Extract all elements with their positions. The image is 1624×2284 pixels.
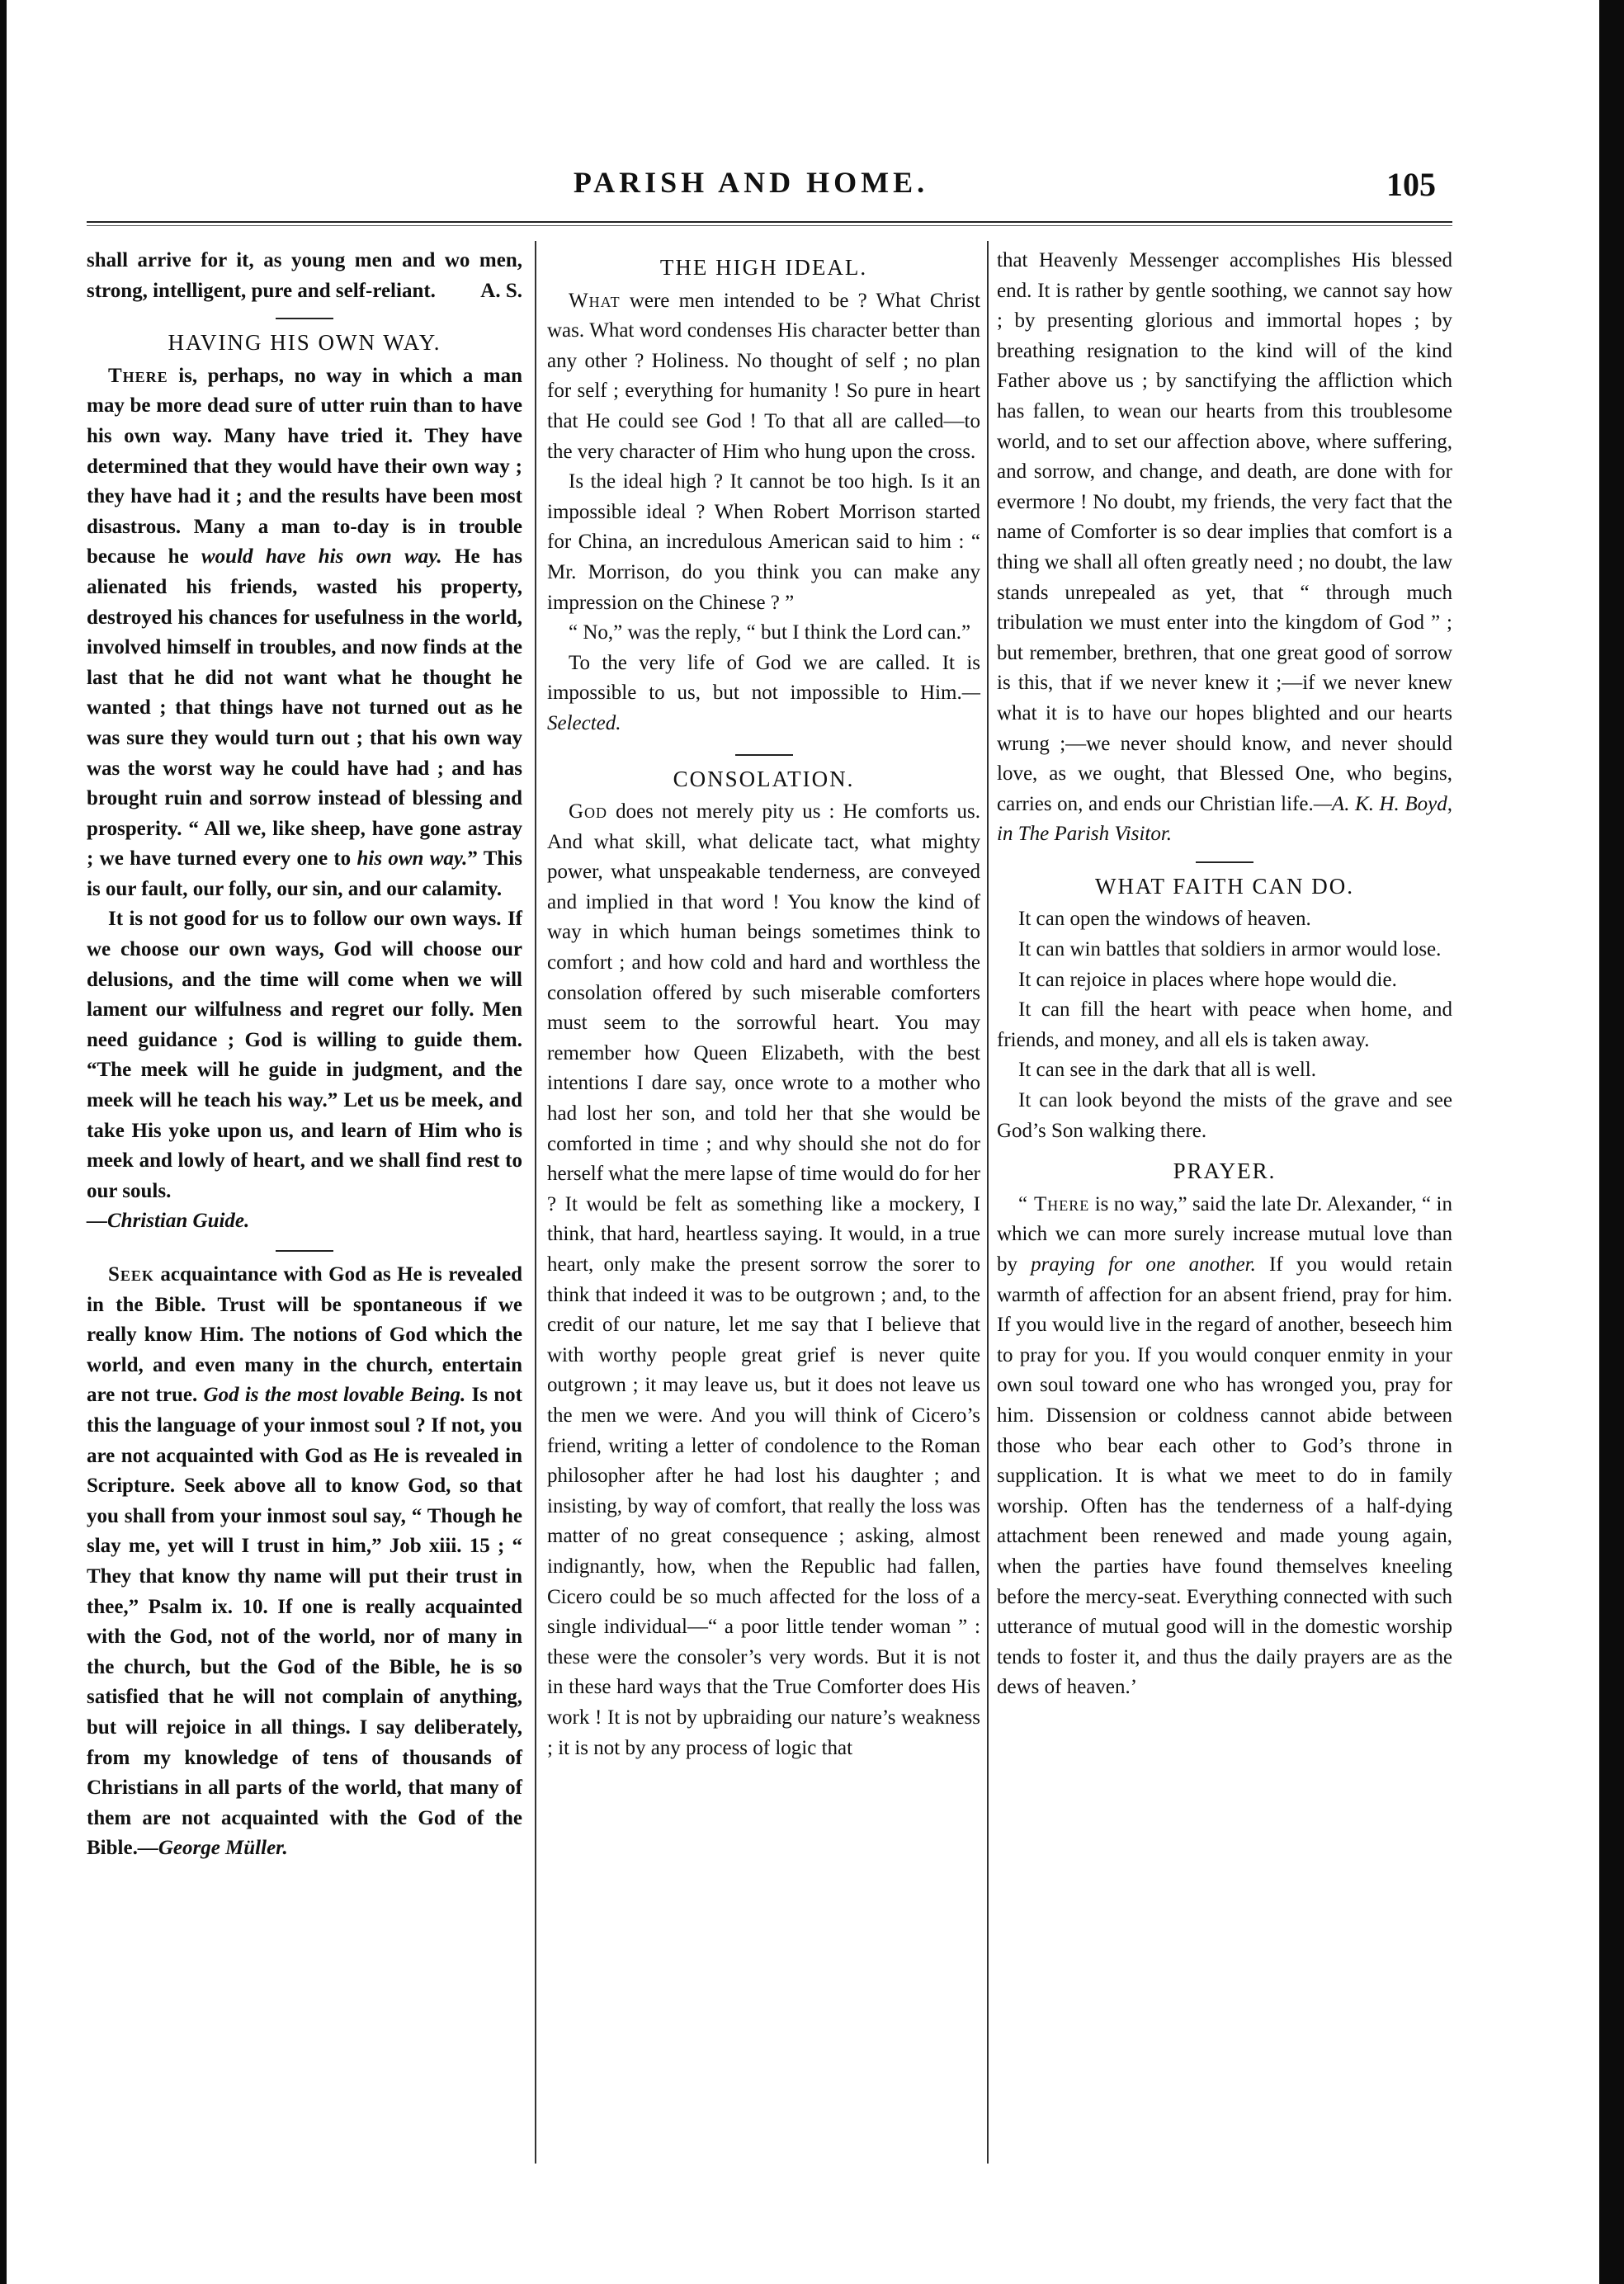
header-rule — [87, 221, 1452, 226]
column-divider-2 — [987, 241, 989, 2164]
text-run: does not merely pity us : He comforts us. And what skill, what delicate tact, what mighty power, what unspeakable tenderness, are conveyed and implied in that word ! You know the kind of way in which human beings sometimes think to comfort ; and how cold and hard and worthless the consolation offered by such miserable comforters must seem to the sorrowful heart. You may remember how Queen Elizabeth, with the best intentions I dare say, once wrote to a mother who had lost her son, and told her that she would be comforted in time ; and why should she not do for herself what the mere lapse of time would do for her ? It would be felt as something like a mockery, I think, that hard, heartless saying. It would, in a true heart, only make the present sorrow the sorer to think that indeed it was to be outgrown ; and, to the credit of our nature, let me say that I believe that with worthy people great grief is never quite outgrown ; it may leave us, but it does not leave us the men we were. And you will think of Cicero’s friend, writing a letter of condolence to the Roman philosopher after he had lost his daughter ; and insisting, by way of comfort, that really the loss was matter of no great consequence ; asking, almost indignantly, how, when the Republic had fallen, Cicero could be so much affected for the loss of a single individual—“ a poor little tender woman ” : these were the consoler’s very words. But it is not in these hard ways that the True Comforter does His work ! It is not by upbraiding our nature’s weakness ; it is not by any process of logic that — [547, 800, 980, 1759]
article-seek-acquaintance — [87, 1260, 522, 1864]
heading-what-faith-can-do: WHAT FAITH CAN DO. — [1095, 873, 1354, 899]
text-run: Is not this the language of your inmost soul ? If not, you are not acquainted with God as He is revealed in Scripture. Seek above all to know God, so that you shall from your inmost soul say, “ Though he slay me, yet will I trust in him,” Job xiii. 15 ; “ They that know thy name will put their trust in thee,” Psalm ix. 10. If one is really acquainted with the God, not of the world, nor of many in the church, but the God of the Bible, he is so satisfied that he will not complain of anything, but will rejoice in all things. I say deliberately, from my knowledge of tens of thousands of Christians in all parts of the world, that many of them are not acquainted with the God of the Bible. — [87, 1384, 522, 1860]
lead-word: “ There — [1018, 1192, 1090, 1215]
lead-word: God — [569, 800, 608, 823]
scan-edge-left — [0, 0, 7, 2284]
attribution: —Selected. — [547, 682, 980, 734]
text-run: ” This is our fault, our folly, our sin, and our calamity. — [87, 847, 522, 900]
faith-line-5: It can see in the dark that all is well. — [1018, 1059, 1316, 1082]
attribution: —Christian Guide. — [87, 1210, 250, 1233]
emphasis: would have his own way. — [201, 545, 442, 569]
article-high-ideal-p3: “ No,” was the reply, “ but I think the Lord can.” — [569, 621, 971, 644]
text-run: He has alienated his friends, wasted his property, destroyed his chances for usefulness in the world, involved himself in troubles, and now finds at the last that he did not want what he thought he wanted ; that things have not turned out as he was sure they would turn out ; that his own way was the worst way he could have had ; and has brought ruin and sorrow instead of blessing and prosperity. “ All we, like sheep, have gone astray ; we have turned every one to — [87, 545, 522, 871]
page-number: 105 — [1386, 166, 1436, 203]
faith-line-3: It can rejoice in places where hope would die. — [1018, 968, 1397, 991]
article-high-ideal-p4 — [547, 649, 980, 739]
emphasis: God is the most lovable Being. — [203, 1384, 466, 1407]
article-having-his-own-way-p2 — [87, 904, 522, 1237]
section-dash — [276, 1250, 333, 1252]
text-run: were men intended to be ? What Christ was. What word condenses His character better than any other ? Holiness. No thought of self ; no plan for self ; everything for humanity ! So pure in heart that He could see God ! To that all are called—to the very character of Him who hung upon the cross. — [547, 289, 980, 463]
heading-prayer: PRAYER. — [1173, 1159, 1277, 1184]
article-high-ideal-p1 — [547, 286, 980, 468]
faith-line-4: It can fill the heart with peace when home, and friends, and money, and all els is taken away. — [997, 998, 1452, 1051]
heading-consolation: CONSOLATION. — [673, 766, 855, 791]
lead-word: Seek — [108, 1263, 154, 1286]
column-divider-1 — [535, 241, 536, 2164]
column-3 — [997, 246, 1452, 1703]
text-run: acquaintance with God as He is revealed in the Bible. Trust will be spontaneous if we really know Him. The notions of God which the world, and even many in the church, entertain are not true. — [87, 1263, 522, 1407]
text-run: is no way,” said the late Dr. Alexander, “ in which we can more surely increase mutual love than by — [997, 1192, 1452, 1276]
intro-text — [87, 246, 522, 306]
column-2 — [547, 246, 980, 1763]
article-having-his-own-way-p1 — [87, 361, 522, 905]
emphasis: praying for one another. — [1031, 1253, 1256, 1276]
intro-signature: A. S. — [480, 279, 522, 302]
article-high-ideal-p2: Is the ideal high ? It cannot be too high. Is it an impossible ideal ? When Robert Morrison started for China, an incredulous American said to him : “ Mr. Morrison, do you think you can make any impression on the Chinese ? ” — [547, 470, 980, 614]
article-prayer-p1 — [997, 1190, 1452, 1703]
lead-word: There — [108, 364, 168, 387]
section-dash — [1196, 861, 1253, 863]
emphasis: his own way. — [356, 847, 468, 871]
section-dash — [276, 318, 333, 319]
scan-edge-right — [1599, 0, 1624, 2284]
heading-high-ideal: THE HIGH IDEAL. — [659, 255, 868, 280]
heading-having-his-own-way: HAVING HIS OWN WAY. — [168, 330, 441, 356]
attribution: —A. K. H. Boyd, in The Parish Visitor. — [997, 792, 1452, 846]
column-1 — [87, 246, 522, 1864]
lead-word: What — [569, 289, 621, 312]
attribution: —George Müller. — [137, 1837, 288, 1860]
text-run: It is not good for us to follow our own ways. If we choose our own ways, God will choose our delusions, and the time will come when we will lament our wilfulness and regret our folly. Men need guidance ; God is willing to guide them. “The meek will he guide in judgment, and the meek will he teach his way.” Let us be meek, and take His yoke upon us, and learn of Him who is meek and lowly of heart, and we shall find rest to our souls. — [87, 908, 522, 1202]
consolation-continued — [997, 246, 1452, 850]
article-consolation-p1 — [547, 797, 980, 1763]
text-run: If you would retain warmth of affection for an absent friend, pray for him. If you would live in the regard of another, beseech him to pray for you. If you would conquer enmity in your own soul toward one who has wronged you, pray for him. Dissension or coldness cannot abide between those who bear each other to God’s throne in supplication. It is what we meet to do in family worship. Often has the tenderness of a half-dying attachment been renewed and made young again, when the parties have found themselves kneeling before the mercy-seat. Everything connected with such utterance of mutual good will in the domestic worship tends to foster it, and thus the daily prayers are as the dews of heaven.’ — [997, 1253, 1453, 1699]
text-run: is, perhaps, no way in which a man may be more dead sure of utter ruin than to have his own way. Many have tried it. They have determined that they would have their own way ; they have had it ; and the results have been most disastrous. Many a man to-day is in trouble because he — [87, 364, 522, 569]
text-run: To the very life of God we are called. It is impossible to us, but not impossible to Him. — [547, 651, 980, 705]
faith-line-6: It can look beyond the mists of the grave and see God’s Son walking there. — [997, 1089, 1452, 1142]
intro-body: shall arrive for it, as young men and wo men, strong, intelligent, pure and self-reliant. — [87, 249, 522, 302]
text-run: that Heavenly Messenger accomplishes His blessed end. It is rather by gentle soothing, we cannot say how ; by presenting glorious and immortal hopes ; by breathing resignation to the kind will of the kind Father above us ; by sanctifying the affliction which has fallen, to wean our hearts from this troublesome world, and to set our affection above, where suffering, and sorrow, and change, and death, are done with for evermore ! No doubt, my friends, the very fact that the name of Comforter is so dear implies that comfort is a thing we shall all often greatly need ; no doubt, the law stands unrepealed as yet, that “ through much tribulation we must enter into the kingdom of God ” ; but remember, brethren, that one great good of sorrow is this, that if we never knew it ;—if we never knew what it is to have our hopes blighted and our hearts wrung ;—we never should know, and never should love, as we ought, that Blessed One, who begins, carries on, and ends our Christian life. — [997, 249, 1452, 815]
running-title: PARISH AND HOME. — [573, 166, 929, 199]
section-dash — [735, 754, 793, 756]
faith-line-2: It can win battles that soldiers in armor would lose. — [1018, 938, 1442, 961]
faith-line-1: It can open the windows of heaven. — [1018, 908, 1311, 931]
